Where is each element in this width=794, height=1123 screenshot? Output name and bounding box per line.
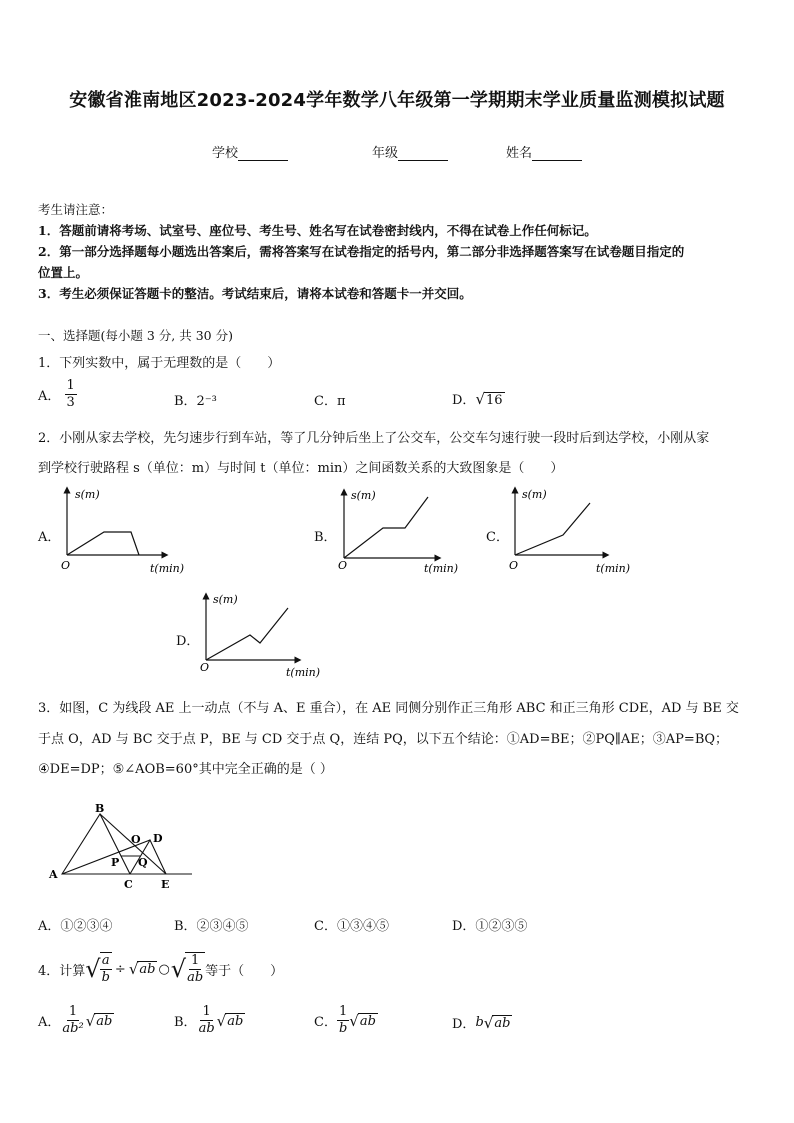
graph-line [515, 503, 590, 555]
radicand: ab [96, 1013, 113, 1029]
point-q-label: Q [138, 856, 148, 869]
x-axis-label: t(min) [150, 562, 185, 575]
q4-option-d[interactable] [452, 1013, 512, 1032]
notice-item-1: 1．答题前请将考场、试室号、座位号、考生号、姓名写在试卷密封线内，不得在试卷上作任何标记。 [38, 223, 597, 238]
q3-figure [48, 802, 192, 891]
q3-line-1: 3．如图，C 为线段 AE 上一动点（不与 A、E 重合），在 AE 同侧分别作正三角形 ABC 和正三角形 CDE，AD 与 BE 交 [38, 701, 739, 716]
point-c-label: C [124, 878, 133, 891]
q4-option-b-fraction [197, 1004, 217, 1037]
q2-option-c-label[interactable]: C． [486, 530, 509, 545]
q4-sqrt-1-over-ab [185, 952, 205, 986]
q2-graph-a [61, 488, 184, 575]
q1-option-a-label: A． [38, 389, 61, 404]
q4-option-a[interactable] [38, 1004, 114, 1037]
x-axis-label: t(min) [286, 666, 321, 679]
q4-option-a-label: A． [38, 1015, 61, 1030]
fraction-numerator: 1 [202, 1004, 211, 1019]
divide-sign: ÷ [114, 961, 126, 977]
q3-line-3: ④DE=DP；⑤∠AOB=60°其中完全正确的是（ ） [38, 762, 333, 777]
origin-label: O [61, 559, 71, 572]
q1-option-d-label: D． [452, 393, 476, 408]
q3-option-d[interactable]: D．①②③⑤ [452, 919, 528, 934]
q4-option-c-label: C． [314, 1015, 337, 1030]
q4-stem [38, 952, 283, 986]
radicand: 16 [486, 393, 503, 408]
fraction-denominator: ab [198, 1021, 215, 1036]
q2-graph-b [338, 489, 458, 575]
q4-stem-suffix: 等于（ ） [205, 963, 284, 979]
q2-line-1: 2．小刚从家去学校，先匀速步行到车站，等了几分钟后坐上了公交车，公交车匀速行驶一段时后到达学校，小刚从家 [38, 431, 710, 446]
point-o-label: O [131, 833, 141, 846]
q4-option-d-label: D． [452, 1017, 476, 1032]
q4-option-a-fraction [60, 1004, 85, 1037]
radical-sign-icon: √ [483, 1013, 494, 1032]
triangle-abc [62, 814, 130, 874]
radical-sign-icon: √ [475, 390, 485, 408]
fraction-numerator: 1 [66, 378, 75, 393]
y-axis-label: s(m) [213, 593, 238, 606]
fraction-denominator: b [101, 970, 110, 985]
radicand: ab [494, 1015, 511, 1031]
point-a-label: A [49, 868, 58, 881]
fraction-numerator: 1 [190, 953, 200, 968]
q2-line-2: 到学校行驶路程 s（单位：m）与时间 t（单位：min）之间函数关系的大致图象是（ ） [38, 461, 564, 476]
page-title: 安徽省淮南地区2023-2024学年数学八年级第一学期期末学业质量监测模拟试题 [69, 90, 725, 111]
grade-label: 年级 [372, 146, 399, 161]
radicand: ab [359, 1013, 376, 1029]
q3-option-c[interactable]: C．①③④⑤ [314, 919, 389, 934]
school-label: 学校 [212, 146, 239, 161]
q2-graph-c [509, 488, 630, 575]
q2-option-b-label[interactable]: B． [314, 530, 337, 545]
radicand: ab [227, 1013, 244, 1029]
notice-item-2-cont: 位置上。 [38, 265, 89, 280]
graph-line [344, 497, 428, 558]
q3-line-2: 于点 O，AD 与 BC 交于点 P，BE 与 CD 交于点 Q，连结 PQ，以下五个结论：①AD=BE；②PQ∥AE；③AP=BQ； [38, 732, 729, 747]
q4-option-c-fraction [337, 1004, 349, 1037]
q3-option-a[interactable]: A．①②③④ [38, 919, 113, 934]
notice-heading: 考生请注意： [38, 202, 114, 217]
q4-sqrt-a-over-b [100, 952, 112, 986]
q4-option-b[interactable] [174, 1004, 245, 1037]
y-axis-label: s(m) [351, 489, 376, 502]
fraction-denominator: ab [187, 970, 204, 985]
fraction-denominator: 3 [66, 395, 75, 410]
q2-option-d-label[interactable]: D． [176, 634, 200, 649]
radical-sign-icon: √ [85, 955, 101, 983]
q1-option-b[interactable]: B．2⁻³ [174, 394, 217, 409]
radical-sign-icon: √ [349, 1011, 359, 1030]
q4-sqrt-ab: ab [139, 962, 156, 977]
coefficient: b [475, 1015, 484, 1030]
fraction-numerator: 1 [68, 1004, 78, 1019]
graph-line [67, 532, 139, 555]
q2-option-a-label[interactable]: A． [38, 530, 61, 545]
fraction-denominator: b [338, 1021, 348, 1036]
q1-stem: 1．下列实数中，属于无理数的是（ ） [38, 356, 281, 371]
x-axis-label: t(min) [424, 562, 459, 575]
fraction-numerator: a [101, 953, 110, 968]
q4-option-b-label: B． [174, 1015, 197, 1030]
origin-label: O [338, 559, 348, 572]
y-axis-label: s(m) [75, 488, 100, 501]
q4-stem-prefix: 4．计算 [38, 963, 86, 979]
y-axis-label: s(m) [522, 488, 547, 501]
notice-item-3: 3．考生必须保证答题卡的整洁。考试结束后，请将本试卷和答题卡一并交回。 [38, 286, 472, 301]
point-d-label: D [153, 832, 163, 845]
point-p-label: P [111, 856, 120, 869]
graph-line [206, 608, 288, 660]
q4-option-c[interactable] [314, 1004, 378, 1037]
fraction-numerator: 1 [338, 1004, 348, 1019]
origin-label: O [200, 661, 210, 674]
origin-label: O [509, 559, 519, 572]
fraction-denominator: ab² [62, 1021, 84, 1036]
q3-option-b[interactable]: B．②③④⑤ [174, 919, 249, 934]
q1-option-c[interactable]: C．π [314, 394, 346, 409]
x-axis-label: t(min) [596, 562, 631, 575]
name-label: 姓名 [506, 146, 533, 161]
radical-sign-icon: √ [128, 960, 139, 978]
point-e-label: E [161, 878, 170, 891]
radical-sign-icon: √ [216, 1011, 227, 1030]
notice-item-2: 2．第一部分选择题每小题选出答案后，需将答案写在试卷指定的括号内，第二部分非选择题答案写在试卷题目指定的 [38, 244, 685, 259]
operator-symbol: ○ [158, 961, 170, 977]
radical-sign-icon: √ [85, 1011, 96, 1030]
q2-graph-d [200, 593, 320, 679]
point-b-label: B [95, 802, 105, 815]
radical-sign-icon: √ [170, 955, 187, 983]
section-heading: 一、选择题(每小题 3 分, 共 30 分) [38, 328, 233, 343]
